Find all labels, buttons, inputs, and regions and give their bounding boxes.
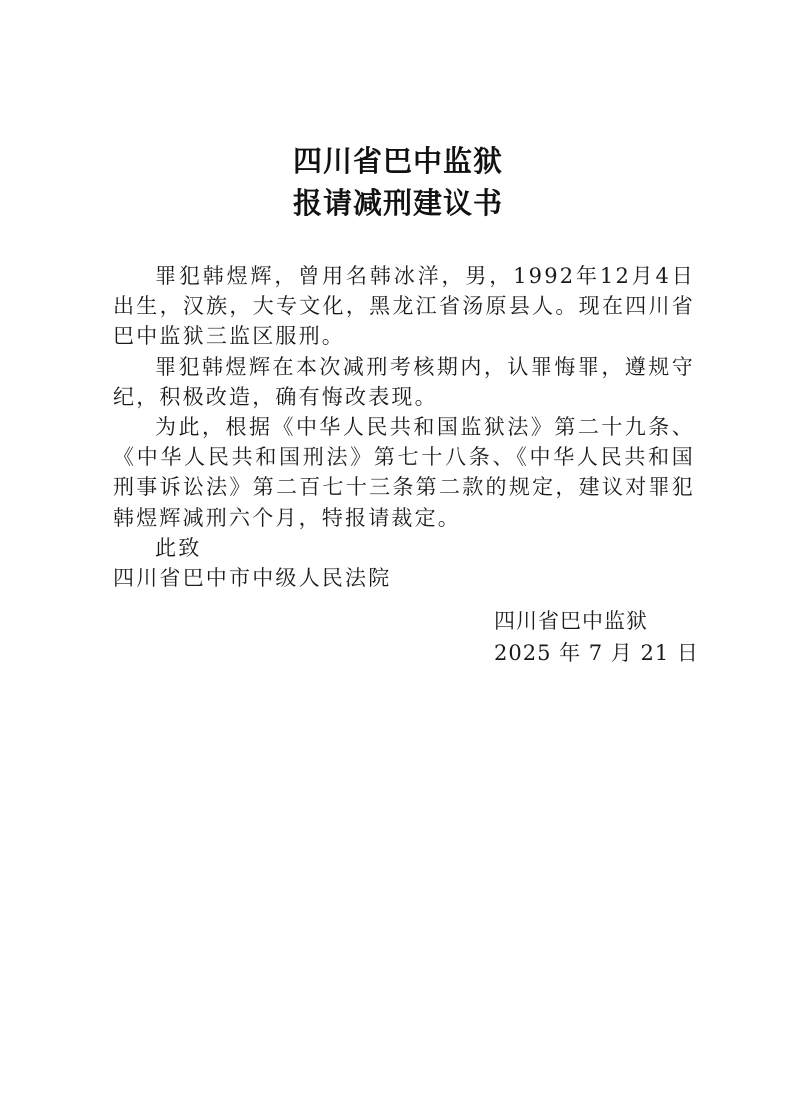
title-line-1: 四川省巴中监狱 [292, 144, 503, 178]
paragraph-legal-basis: 为此，根据《中华人民共和国监狱法》第二十九条、《中华人民共和国刑法》第七十八条、《中华人民共和国刑事诉讼法》第二百七十三条第二款的规定，建议对罪犯韩煜辉减刑六个月，特报请裁定。 [113, 415, 695, 530]
document-title [0, 140, 796, 224]
paragraph-personal-info: 罪犯韩煜辉，曾用名韩冰洋，男，1992年12月4日出生，汉族，大专文化，黑龙江省汤原县人。现在四川省巴中监狱三监区服刑。 [113, 264, 695, 349]
paragraph-performance: 罪犯韩煜辉在本次减刑考核期内，认罪悔罪，遵规守纪，积极改造，确有悔改表现。 [113, 354, 695, 409]
document-body [113, 261, 695, 593]
signature-organization: 四川省巴中监狱 [494, 609, 648, 633]
signature-block [494, 605, 699, 669]
signature-date: 2025 年 7 月 21 日 [494, 641, 699, 665]
paragraph-closing: 此致 [155, 535, 202, 560]
title-line-2: 报请减刑建议书 [292, 186, 503, 220]
addressee: 四川省巴中市中级人民法院 [113, 566, 392, 591]
